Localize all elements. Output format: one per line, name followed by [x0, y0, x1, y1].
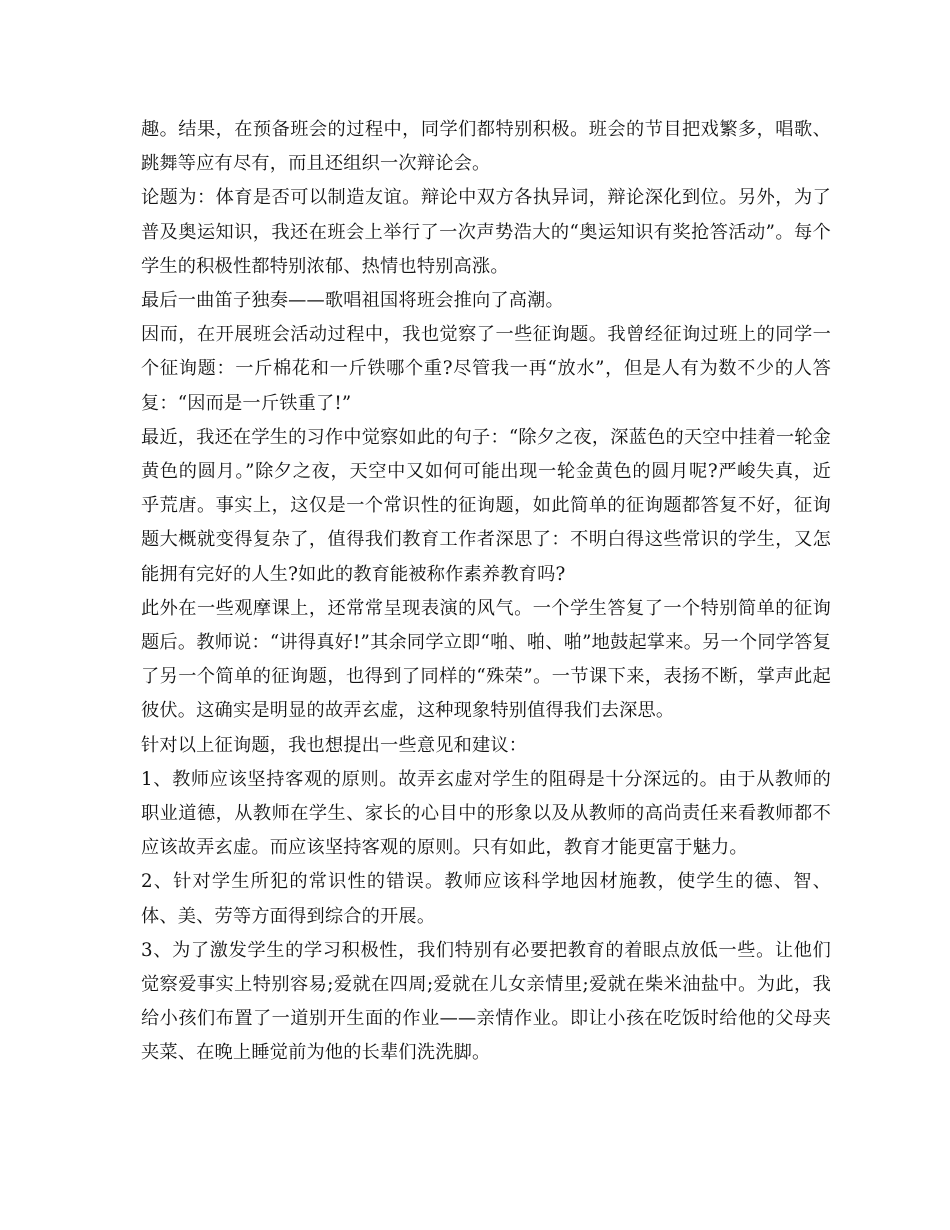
paragraph: 最后一曲笛子独奏——歌唱祖国将班会推向了高潮。	[141, 290, 564, 312]
paragraph: 3、为了激发学生的学习积极性，我们特别有必要把教育的着眼点放低一些。让他们觉察爱事实上特别容易;爱就在四周;爱就在儿女亲情里;爱就在柴米油盐中。为此，我给小孩们布置了一道别开生面的作业——亲情作业。即让小孩在吃饭时给他的父母夹夹菜、在晚上睡觉前为他的长辈们洗洗脚。	[141, 939, 831, 1064]
paragraph: 针对以上征询题，我也想提出一些意见和建议：	[141, 734, 528, 756]
paragraph: 论题为：体育是否可以制造友谊。辩论中双方各执异词，辩论深化到位。另外，为了普及奥运知识，我还在班会上举行了一次声势浩大的“奥运知识有奖抢答活动”。每个学生的积极性都特别浓郁、热情也特别高涨。	[141, 187, 831, 277]
document-body	[141, 113, 831, 1071]
paragraph: 2、针对学生所犯的常识性的错误。教师应该科学地因材施教，使学生的德、智、体、美、劳等方面得到综合的开展。	[141, 871, 831, 927]
paragraph: 因而，在开展班会活动过程中，我也觉察了一些征询题。我曾经征询过班上的同学一个征询题：一斤棉花和一斤铁哪个重?尽管我一再“放水”，但是人有为数不少的人答复：“因而是一斤铁重了!”	[141, 324, 831, 414]
paragraph: 最近，我还在学生的习作中觉察如此的句子：“除夕之夜，深蓝色的天空中挂着一轮金黄色的圆月。”除夕之夜，天空中又如何可能出现一轮金黄色的圆月呢?严峻失真，近乎荒唐。事实上，这仅是一个常识性的征询题，如此简单的征询题都答复不好，征询题大概就变得复杂了，值得我们教育工作者深思了：不明白得这些常识的学生，又怎能拥有完好的人生?如此的教育能被称作素养教育吗?	[141, 426, 831, 585]
paragraph: 趣。结果，在预备班会的过程中，同学们都特别积极。班会的节目把戏繁多，唱歌、跳舞等应有尽有，而且还组织一次辩论会。	[141, 119, 831, 175]
paragraph: 此外在一些观摩课上，还常常呈现表演的风气。一个学生答复了一个特别简单的征询题后。教师说：“讲得真好!”其余同学立即“啪、啪、啪”地鼓起掌来。另一个同学答复了另一个简单的征询题，也得到了同样的“殊荣”。一节课下来，表扬不断，掌声此起彼伏。这确实是明显的故弄玄虚，这种现象特别值得我们去深思。	[141, 597, 831, 722]
paragraph: 1、教师应该坚持客观的原则。故弄玄虚对学生的阻碍是十分深远的。由于从教师的职业道德，从教师在学生、家长的心目中的形象以及从教师的高尚责任来看教师都不应该故弄玄虚。而应该坚持客观的原则。只有如此，教育才能更富于魅力。	[141, 768, 831, 859]
